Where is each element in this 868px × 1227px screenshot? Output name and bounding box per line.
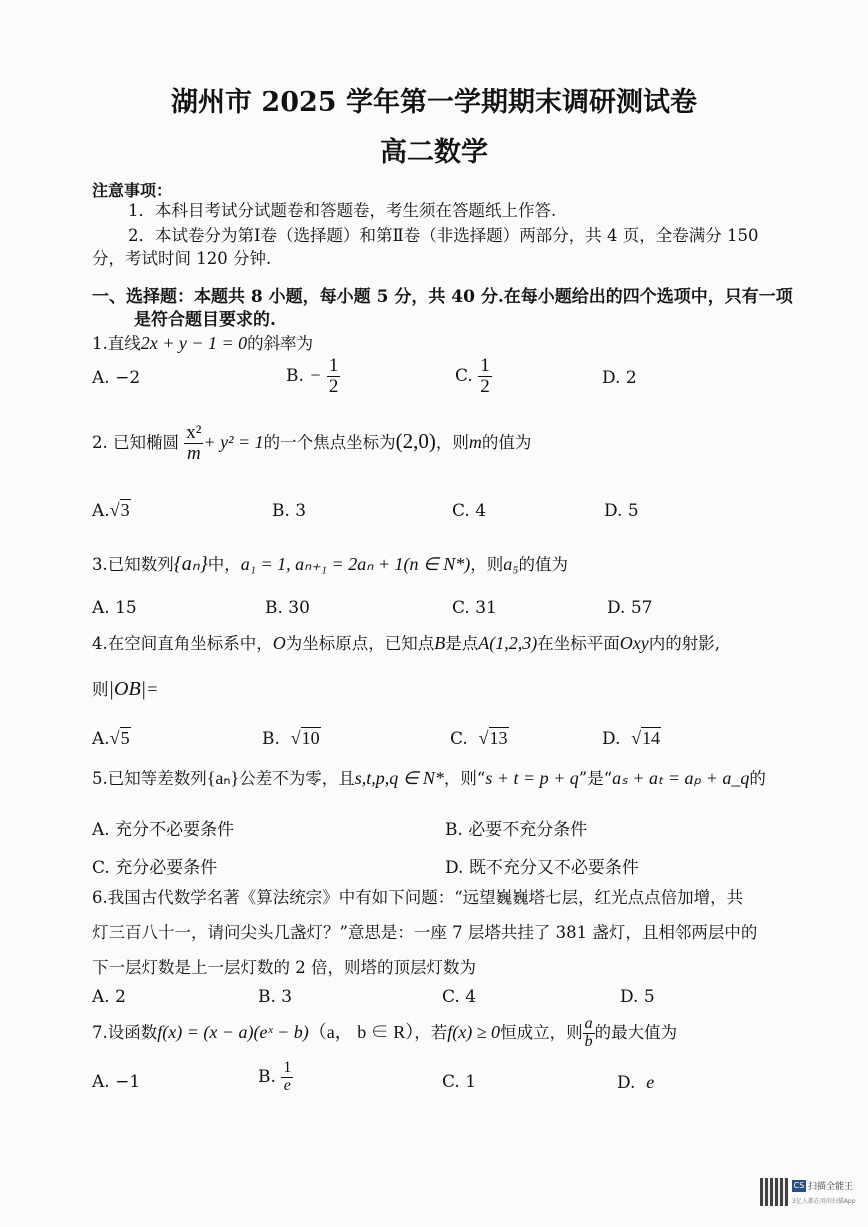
- question-6-line-3: 下一层灯数是上一层灯数的 2 倍，则塔的顶层灯数为: [92, 958, 476, 977]
- q3-option-c: C. 31: [452, 598, 497, 618]
- q5-option-b: B. 必要不充分条件: [445, 820, 588, 840]
- q2-fraction: [184, 423, 203, 464]
- q2-option-d: D. 5: [604, 501, 639, 521]
- q7-option-c: C. 1: [442, 1072, 477, 1092]
- q7-prefix: 7.设函数: [92, 1022, 158, 1042]
- q3-prefix: 3.已知数列: [92, 555, 174, 574]
- q7-func: f(x) = (x − a)(eˣ − b): [157, 1021, 309, 1042]
- q7-cond: （a， b ∈ R）: [308, 1021, 415, 1042]
- q4-a-sqrt: √5: [109, 728, 130, 748]
- q2-option-b: B. 3: [272, 501, 307, 521]
- question-2: [92, 423, 531, 464]
- q4-c-label: C.: [450, 729, 468, 749]
- q5-suffix: 的: [749, 769, 766, 788]
- notice-item-1: 1．本科目考试分试题卷和答题卷，考生须在答题纸上作答.: [128, 201, 557, 220]
- q4-a-rad: 5: [120, 728, 130, 748]
- q7-d-label: D.: [617, 1073, 636, 1093]
- q3-option-b: B. 30: [265, 598, 310, 618]
- q5-mid3: ”是“: [578, 769, 613, 788]
- q1-expr: 2x + y − 1 = 0: [140, 333, 248, 353]
- q7-option-d: [617, 1072, 654, 1093]
- q4-option-c: [450, 728, 509, 749]
- camscanner-logo-icon: CS: [793, 1181, 805, 1190]
- q2-mid: 的一个焦点坐标为: [263, 432, 396, 452]
- qr-code-icon: [760, 1178, 788, 1206]
- notice-item-2: 2．本试卷分为第Ⅰ卷（选择题）和第Ⅱ卷（非选择题）两部分，共 4 页，全卷满分 150: [128, 226, 759, 245]
- q4-b-rad: 10: [301, 728, 320, 748]
- q4-b-label: B.: [262, 729, 280, 749]
- q2-point: (2,0): [395, 428, 436, 453]
- question-6: 6.我国古代数学名著《算法统宗》中有如下问题：“远望巍巍塔七层，红光点点倍加增，共: [92, 888, 744, 907]
- q2-suffix2: 的值为: [481, 432, 532, 452]
- q4-option-a: [92, 728, 131, 749]
- q1-b-fraction: [327, 356, 341, 397]
- q7-option-a: A. −1: [92, 1072, 141, 1092]
- q7-mid2: 恒成立，则: [500, 1022, 583, 1042]
- q4-b-sqrt: √10: [290, 728, 320, 748]
- watermark-subtext: 3亿人都在用的扫描App: [792, 1198, 856, 1205]
- q2-a-sqrt: √3: [109, 500, 130, 520]
- q3-expr: a₁ = 1, aₙ₊₁ = 2aₙ + 1(n ∈ N*): [240, 554, 471, 574]
- q7-b-label: B.: [258, 1066, 276, 1087]
- q7-b-num: 1: [283, 1059, 292, 1076]
- q1-prefix: 1.直线: [92, 334, 141, 353]
- q2-a-label: A.: [92, 501, 110, 521]
- q2-frac-den: m: [186, 442, 201, 464]
- q4-option-d: [602, 728, 661, 749]
- q5-cond1: s + t = p + q: [485, 768, 579, 788]
- q5-mid: 公差不为零，且: [239, 769, 355, 788]
- section-heading: 一、选择题：本题共 8 小题，每小题 5 分，共 40 分.在每小题给出的四个选项中，只有一项: [92, 287, 793, 307]
- q6-option-c: C. 4: [442, 987, 477, 1007]
- q7-frac-num: a: [584, 1015, 593, 1032]
- q4-part4: 在坐标平面: [537, 634, 620, 653]
- q2-suffix1: ，则: [435, 432, 469, 452]
- q3-option-d: D. 57: [607, 598, 653, 618]
- question-6-line-2: 灯三百八十一，请问尖头几盏灯？”意思是：一座 7 层塔共挂了 381 盏灯，且相邻两层中的: [92, 923, 758, 942]
- watermark-name: 扫描全能王: [808, 1182, 854, 1192]
- q3-mid: 中，: [207, 555, 241, 574]
- q5-seq: {aₙ}: [206, 768, 240, 788]
- q5-option-a: A. 充分不必要条件: [92, 820, 235, 840]
- q4-vec: |OB|: [108, 678, 147, 700]
- q5-cond2: aₛ + aₜ = aₚ + a_q: [612, 768, 750, 788]
- question-1: [92, 330, 313, 354]
- q5-option-c: C. 充分必要条件: [92, 858, 218, 878]
- q2-option-a: [92, 500, 131, 521]
- q5-mid2: ，则“: [443, 769, 486, 788]
- q2-var: m: [468, 431, 482, 452]
- q1-c-den: 2: [480, 375, 490, 397]
- question-4-cont: [92, 676, 158, 701]
- q1-b-den: 2: [328, 375, 339, 397]
- q5-option-d: D. 既不充分又不必要条件: [445, 858, 639, 878]
- notice-item-2-cont: 分，考试时间 120 分钟.: [92, 249, 272, 268]
- question-5: [92, 765, 766, 789]
- q4-option-b: [262, 728, 321, 749]
- q2-expr: + y² = 1: [203, 431, 264, 452]
- q4-c-rad: 13: [489, 728, 508, 748]
- q1-option-c: [455, 356, 492, 397]
- question-3: [92, 551, 568, 576]
- q7-frac-den: b: [584, 1032, 593, 1050]
- q5-prefix: 5.已知等差数列: [92, 769, 207, 788]
- q4-part1: 4.在空间直角坐标系中，: [92, 634, 273, 653]
- q4-part5: 内的射影,: [648, 634, 720, 653]
- q7-ineq: f(x) ≥ 0: [447, 1021, 501, 1042]
- q3-seq: {aₙ}: [173, 553, 208, 575]
- q3-suffix1: ，则: [470, 555, 504, 574]
- q4-var-b: B: [434, 633, 446, 653]
- q4-point-a: A(1,2,3): [478, 633, 538, 653]
- q7-d-val: e: [646, 1072, 655, 1092]
- q7-mid: ，若: [414, 1022, 448, 1042]
- q4-d-label: D.: [602, 729, 621, 749]
- q1-b-num: 1: [328, 355, 339, 376]
- notice-heading: 注意事项：: [92, 181, 173, 200]
- q1-suffix: 的斜率为: [247, 334, 314, 353]
- q6-option-a: A. 2: [92, 987, 126, 1007]
- exam-subject: 高二数学: [380, 137, 488, 168]
- q2-option-c: C. 4: [452, 501, 487, 521]
- q1-b-label: B.: [286, 365, 304, 386]
- q6-option-d: D. 5: [620, 987, 655, 1007]
- q4-a-label: A.: [92, 729, 110, 749]
- q4-c-sqrt: √13: [478, 728, 508, 748]
- q4-line2-prefix: 则: [92, 680, 109, 699]
- q2-prefix: 2. 已知椭圆: [92, 432, 179, 452]
- q1-option-b: [286, 356, 340, 397]
- q4-var-o: O: [272, 633, 286, 653]
- q6-option-b: B. 3: [258, 987, 293, 1007]
- q4-d-rad: 14: [642, 728, 661, 748]
- q1-option-a: A. −2: [92, 368, 141, 388]
- q4-d-sqrt: √14: [631, 728, 661, 748]
- question-4: [92, 630, 720, 654]
- q5-vars: s,t,p,q ∈ N*: [354, 768, 444, 788]
- question-7: [92, 1016, 677, 1051]
- q2-a-rad: 3: [120, 500, 130, 520]
- section-heading-cont: 是符合题目要求的.: [134, 310, 276, 330]
- q4-line2-suffix: =: [146, 679, 159, 699]
- q7-b-den: e: [283, 1076, 291, 1094]
- q1-option-d: D. 2: [602, 368, 637, 388]
- q4-plane: Oxy: [619, 633, 649, 653]
- q7-b-fraction: [281, 1060, 293, 1095]
- q1-c-num: 1: [480, 355, 490, 376]
- q2-frac-num: x²: [186, 422, 202, 443]
- q4-part3: 是点: [445, 634, 479, 653]
- q7-option-b: [258, 1060, 293, 1095]
- q3-option-a: A. 15: [92, 598, 137, 618]
- exam-title: 湖州市 2025 学年第一学期期末调研测试卷: [171, 87, 697, 118]
- q1-b-sign: −: [309, 364, 322, 385]
- q4-part2: 为坐标原点，已知点: [285, 634, 435, 653]
- q7-fraction: [583, 1016, 595, 1051]
- q3-suffix2: 的值为: [518, 555, 568, 574]
- q1-c-fraction: [478, 356, 492, 397]
- q3-var: a₅: [503, 554, 519, 574]
- q1-c-label: C.: [455, 365, 473, 386]
- q7-suffix: 的最大值为: [594, 1022, 678, 1042]
